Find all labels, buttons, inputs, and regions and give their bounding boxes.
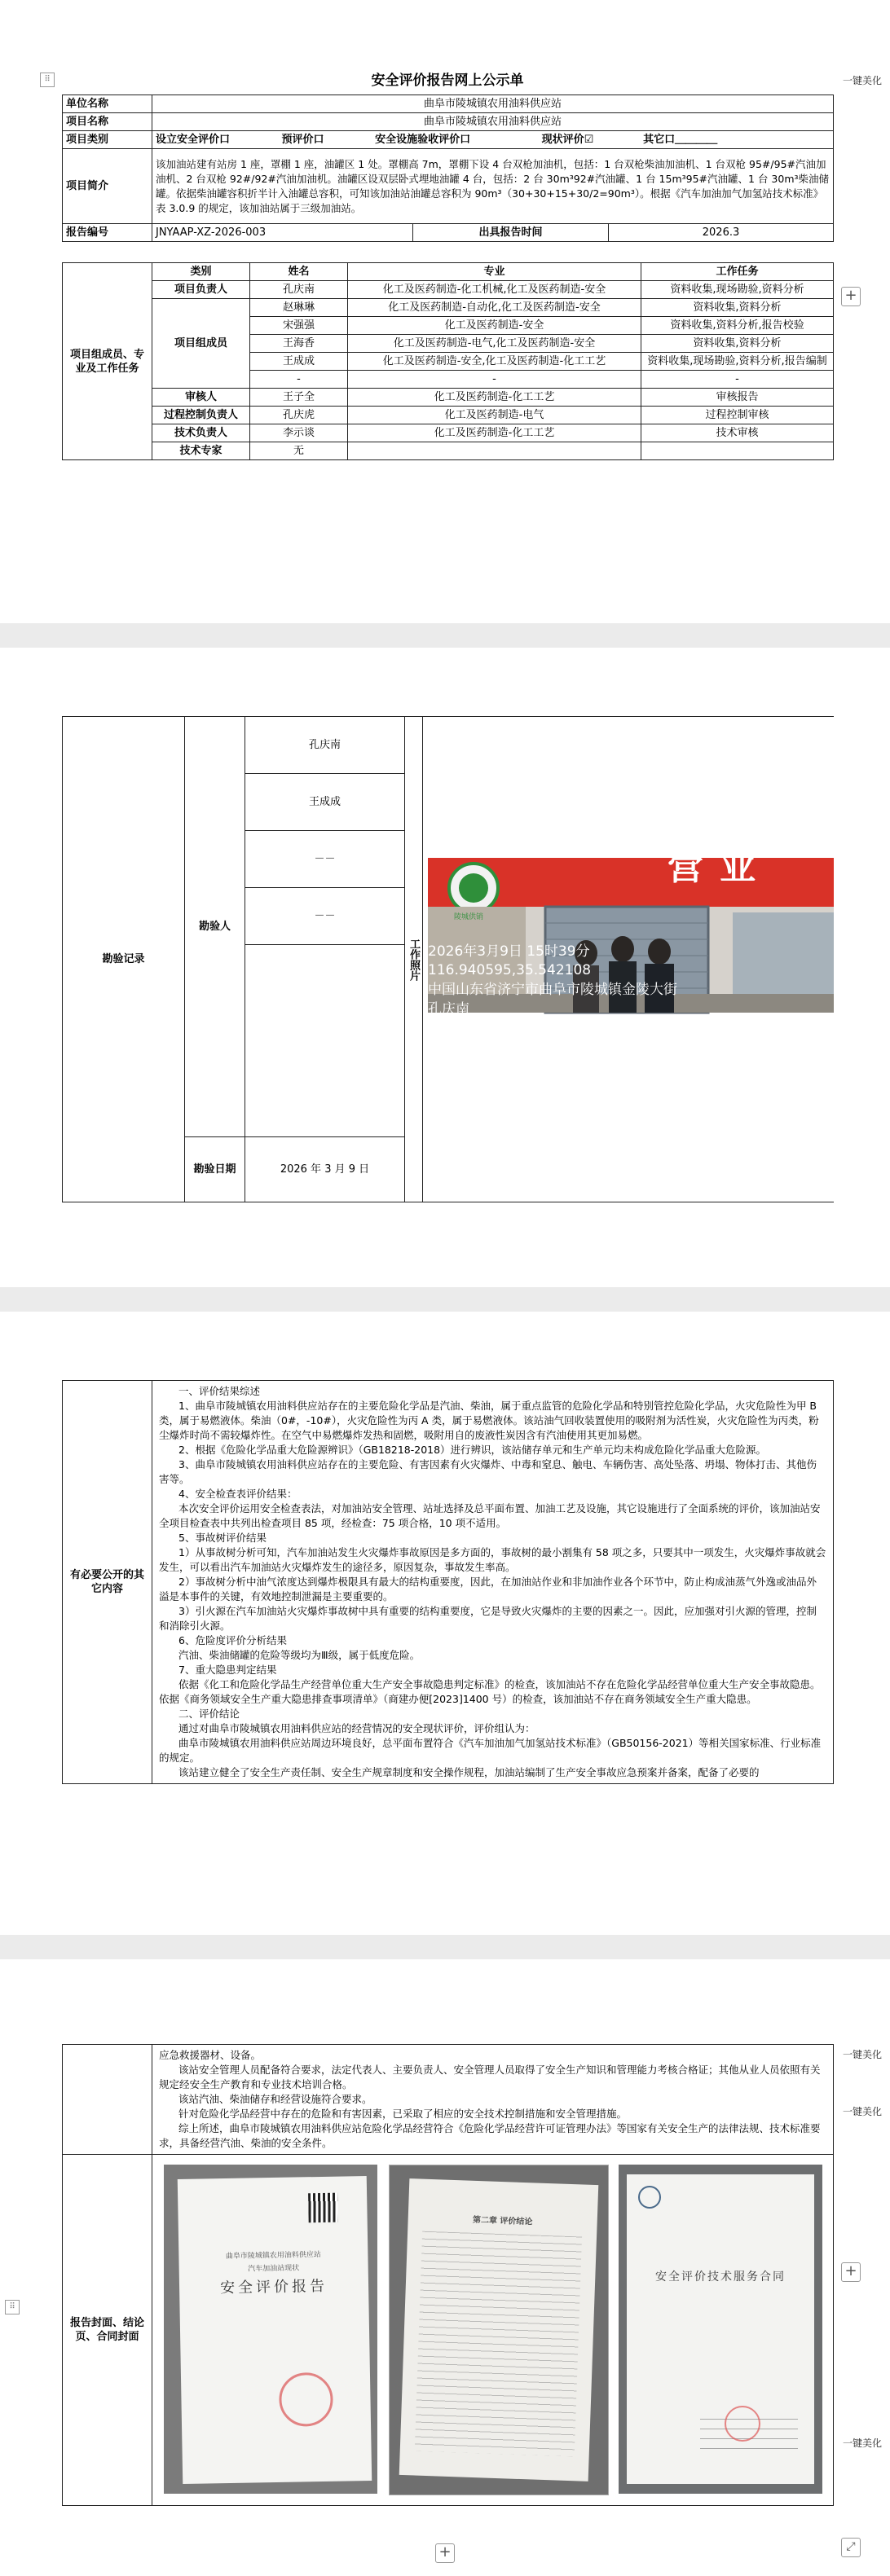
inspector-name: －－ (245, 831, 405, 888)
header-task: 工作任务 (641, 263, 834, 281)
eval-paragraph: 1）从事故树分析可知，汽车加油站发生火灾爆炸事故原因是多方面的，事故树的最小割集有 58 项之多，只要其中一项发生，火灾爆炸事故就会发生，可以看出汽车加油站火灾爆炸发生的途径多，原因复杂，事故发生率高。 (159, 1546, 826, 1573)
member-category: 技术负责人 (152, 424, 250, 442)
member-category: 技术专家 (152, 442, 250, 460)
covers-cell (152, 2155, 834, 2506)
member-name: 王海香 (250, 335, 348, 353)
header-major: 专业 (348, 263, 641, 281)
photo-logo-text: 陵城供销 (454, 913, 484, 921)
beautify-label[interactable]: 一键美化 (843, 2106, 883, 2117)
work-photo (423, 717, 834, 1202)
project-name-value: 曲阜市陵城镇农用油料供应站 (152, 113, 834, 131)
report-time-label: 出具报告时间 (413, 224, 609, 242)
expand-icon[interactable]: ⤢ (841, 2538, 861, 2557)
category-option-status[interactable]: 现状评价☑ (541, 134, 594, 146)
contract-title: 安全评价技术服务合同 (655, 2270, 786, 2284)
members-section-label: 项目组成员、专业及工作任务 (63, 263, 152, 460)
page-gap (0, 623, 890, 648)
category-option-pre[interactable]: 预评价口 (281, 134, 324, 146)
report-no-value: JNYAAP-XZ-2026-003 (152, 224, 413, 242)
unit-name-value: 曲阜市陵城镇农用油料供应站 (152, 95, 834, 113)
member-task: 资料收集,现场勘验,资料分析 (641, 281, 834, 299)
category-option-other[interactable]: 其它口＿＿＿＿ (643, 134, 718, 146)
add-row-button[interactable]: + (841, 287, 861, 306)
member-category: 项目组成员 (152, 299, 250, 389)
info-table (62, 95, 834, 242)
eval-paragraph: 针对危险化学品经营中存在的危险和有害因素，已采取了相应的安全技术控制措施和安全管理措施。 (178, 2108, 628, 2120)
eval-paragraph: 2）事故树分析中油气浓度达到爆炸极限具有最大的结构重要度，因此，在加油站作业和非加油作业各个环节中，防止构成油蒸气外逸或油品外溢是本事件的关键，有效地控制泄漏是主要重要的。 (159, 1576, 817, 1602)
eval-paragraph: 3）引火源在汽车加油站火灾爆炸事故树中具有重要的结构重要度，它是导致火灾爆炸的主要的因素之一。因此，应加强对引火源的管理，控制和消除引火源。 (159, 1605, 817, 1632)
survey-section-label: 勘验记录 (63, 717, 185, 1202)
member-major: 化工及医药制造-安全,化工及医药制造-化工工艺 (348, 353, 641, 371)
photo-label: 工作照片 (405, 717, 423, 1202)
member-task: 资料收集,资料分析 (641, 299, 834, 317)
conclusion-section-label: 有必要公开的其它内容 (63, 1381, 152, 1784)
members-table (62, 262, 834, 460)
category-option-setup[interactable]: 设立安全评价口 (156, 134, 231, 146)
eval-paragraph: 2、根据《危险化学品重大危险源辨识》（GB18218-2018）进行辨识，该站储存单元和生产单元均未构成危险化学品重大危险源。 (178, 1444, 767, 1456)
eval-paragraph: 7、重大隐患判定结果 (178, 1664, 277, 1676)
covers-section-label: 报告封面、结论页、合同封面 (63, 2155, 152, 2506)
member-major: 化工及医药制造-自动化,化工及医药制造-安全 (348, 299, 641, 317)
inspector-label: 勘验人 (185, 717, 245, 1137)
add-row-button[interactable]: + (841, 2262, 861, 2282)
member-task (641, 442, 834, 460)
inspector-name: 王成成 (245, 774, 405, 831)
continued-body (152, 2045, 834, 2155)
intro-label: 项目简介 (63, 149, 152, 224)
eval-paragraph: 5、事故树评价结果 (178, 1532, 267, 1544)
page-4 (0, 1959, 890, 2576)
unit-name-label: 单位名称 (63, 95, 152, 113)
add-row-button[interactable]: + (435, 2543, 455, 2563)
member-task: - (641, 371, 834, 389)
photo-coords: 116.940595,35.542108 (428, 962, 592, 978)
conclusion-table (62, 1380, 834, 1784)
member-task: 过程控制审核 (641, 407, 834, 424)
page-2 (0, 648, 890, 1287)
member-name: - (250, 371, 348, 389)
member-task: 资料收集,现场勘验,资料分析,报告编制 (641, 353, 834, 371)
eval-paragraph: 依据《化工和危险化学品生产经营单位重大生产安全事故隐患判定标准》的检查，该加油站不存在危险化学品经营单位重大生产安全事故隐患。依据《商务领域安全生产重大隐患排查事项清单》（商建办便[2023]1400 号）的检查，该加油站不存在商务领域安全生产重大隐患。 (159, 1678, 821, 1705)
eval-paragraph: 该站建立健全了安全生产责任制、安全生产规章制度和安全操作规程，加油站编制了生产安全事故应急预案并备案，配备了必要的 (178, 1766, 760, 1778)
member-major: 化工及医药制造-电气,化工及医药制造-安全 (348, 335, 641, 353)
report-no-label: 报告编号 (63, 224, 152, 242)
member-major: 化工及医药制造-电气 (348, 407, 641, 424)
eval-paragraph: 该站汽油、柴油储存和经营设施符合要求。 (178, 2093, 372, 2105)
cover-title: 安全评价报告 (219, 2277, 328, 2297)
conclusion-page-photo (389, 2165, 609, 2495)
final-table (62, 2044, 834, 2506)
member-major: 化工及医药制造-化工工艺 (348, 424, 641, 442)
member-name: 无 (250, 442, 348, 460)
member-name: 李示谈 (250, 424, 348, 442)
header-name: 姓名 (250, 263, 348, 281)
drag-handle-icon[interactable]: ⠿ (40, 73, 55, 87)
inspector-name: 孔庆南 (245, 717, 405, 774)
eval-paragraph: 应急救援器材、设备。 (159, 2049, 262, 2061)
cover-sub: 汽车加油站现状 (248, 2264, 300, 2274)
member-category: 审核人 (152, 389, 250, 407)
member-major: 化工及医药制造-化工工艺 (348, 389, 641, 407)
drag-handle-icon[interactable]: ⠿ (5, 2300, 20, 2314)
photo-sign-text: 营业 (668, 846, 772, 888)
beautify-label[interactable]: 一键美化 (843, 2049, 883, 2060)
eval-paragraph: 汽油、柴油储罐的危险等级均为Ⅲ级，属于低度危险。 (178, 1649, 421, 1661)
member-task: 资料收集,资料分析,报告校验 (641, 317, 834, 335)
page-gap (0, 1935, 890, 1959)
photo-cell (423, 717, 834, 1202)
conclusion-body (152, 1381, 834, 1784)
survey-table (62, 716, 834, 1202)
category-option-acceptance[interactable]: 安全设施验收评价口 (375, 134, 471, 146)
member-name: 孔庆南 (250, 281, 348, 299)
page-gap (0, 1287, 890, 1312)
member-category: 过程控制负责人 (152, 407, 250, 424)
photo-person: 孔庆南 (428, 1001, 469, 1018)
page-title: 安全评价报告网上公示单 (371, 73, 524, 89)
page-1 (0, 0, 890, 623)
member-name: 王子全 (250, 389, 348, 407)
member-major: - (348, 371, 641, 389)
inspector-name: －－ (245, 888, 405, 945)
member-name: 宋强强 (250, 317, 348, 335)
member-name: 孔庆虎 (250, 407, 348, 424)
eval-paragraph: 二、评价结论 (178, 1708, 240, 1720)
cover-seal (279, 2372, 333, 2427)
project-name-label: 项目名称 (63, 113, 152, 131)
member-name: 赵琳琳 (250, 299, 348, 317)
eval-paragraph: 3、曲阜市陵城镇农用油料供应站存在的主要危险、有害因素有火灾爆炸、中毒和窒息、触电、车辆伤害、高处坠落、坍塌、物体打击、其他伤害等。 (159, 1458, 817, 1485)
survey-date-value: 2026 年 3 月 9 日 (245, 1136, 405, 1202)
header-category: 类别 (152, 263, 250, 281)
member-major: 化工及医药制造-安全 (348, 317, 641, 335)
contract-cover-photo (619, 2165, 822, 2494)
member-name: 王成成 (250, 353, 348, 371)
eval-paragraph: 一、评价结果综述 (178, 1385, 261, 1397)
photo-place: 中国山东省济宁市曲阜市陵城镇金陵大街 (428, 982, 677, 998)
eval-paragraph: 1、曲阜市陵城镇农用油料供应站存在的主要危险化学品是汽油、柴油，属于重点监管的危险化学品和特别管控危险化学品，火灾危险性为甲 B 类，属于易燃液体。柴油（0#，-10#），火灾危险性为丙 A 类，属于易燃液体。该站油气回收装置使用的吸附剂为活性炭，火灾危险性为丙类，粉尘爆炸时尚不需较爆炸性。在空气中易燃爆炸发热和固燃，吸附用自的废液性炭因含有汽油使用其更加易燃。 (159, 1400, 819, 1441)
photo-datetime: 2026年3月9日 15时39分 (428, 943, 590, 960)
conclusion-heading: 第二章 评价结论 (472, 2215, 533, 2227)
category-options (152, 131, 834, 149)
contract-seal (638, 2186, 661, 2209)
continued-empty (63, 2045, 152, 2155)
eval-paragraph: 综上所述，曲阜市陵城镇农用油料供应站危险化学品经营符合《危险化学品经营许可证管理办法》等国家有关安全生产的法律法规、技术标准要求，具备经营汽油、柴油的安全条件。 (159, 2122, 821, 2149)
member-major (348, 442, 641, 460)
member-major: 化工及医药制造-化工机械,化工及医药制造-安全 (348, 281, 641, 299)
beautify-label[interactable]: 一键美化 (843, 75, 883, 86)
eval-paragraph: 该站安全管理人员配备符合要求，法定代表人、主要负责人、安全管理人员取得了安全生产知识和管理能力考核合格证；其他从业人员依照有关规定经安全生产教育和专业技术培训合格。 (159, 2064, 821, 2090)
category-label: 项目类别 (63, 131, 152, 149)
survey-date-label: 勘验日期 (185, 1136, 245, 1202)
intro-text: 该加油站建有站房 1 座，罩棚 1 座，油罐区 1 处。罩棚高 7m，罩棚下设 4 台双枪加油机，包括：1 台双枪柴油加油机、1 台双枪 95#/95#汽油加油机、2 台双枪 92#/92#汽油加油机。油罐区设双层卧式埋地油罐 4 台，包括：2 台 30m³92#汽油罐、1 台 15m³95#汽油罐、1 台 30m³柴油储罐。依据柴油罐容积折半计入油罐总容积，可知该加油站油罐总容积为 90m³（30+30+15+30/2=90m³）。根据《汽车加油加气加氢站技术标准》表 3.0.9 的规定，该加油站属于三级加油站。 (152, 149, 834, 224)
report-cover-photo (164, 2165, 377, 2494)
eval-paragraph: 曲阜市陵城镇农用油料供应站周边环境良好，总平面布置符合《汽车加油加气加氢站技术标准》（GB50156-2021）等相关国家标准、行业标准的规定。 (159, 1737, 822, 1764)
inspector-empty (245, 945, 405, 1136)
cover-company: 曲阜市陵城镇农用油料供应站 (225, 2250, 321, 2262)
member-category: 项目负责人 (152, 281, 250, 299)
eval-paragraph: 本次安全评价运用安全检查表法，对加油站安全管理、站址选择及总平面布置、加油工艺及设施，其它设施进行了全面系统的评价，该加油站安全项目检查表中共列出检查项目 85 项，经检查：75 项合格，10 项不适用。 (159, 1502, 821, 1529)
eval-paragraph: 通过对曲阜市陵城镇农用油料供应站的经营情况的安全现状评价，评价组认为： (178, 1722, 535, 1734)
eval-paragraph: 6、危险度评价分析结果 (178, 1634, 287, 1646)
member-task: 资料收集,资料分析 (641, 335, 834, 353)
report-time-value: 2026.3 (609, 224, 834, 242)
member-task: 技术审核 (641, 424, 834, 442)
beautify-label[interactable]: 一键美化 (843, 2438, 883, 2449)
page-3 (0, 1312, 890, 1935)
member-task: 审核报告 (641, 389, 834, 407)
eval-paragraph: 4、安全检查表评价结果： (178, 1488, 297, 1500)
